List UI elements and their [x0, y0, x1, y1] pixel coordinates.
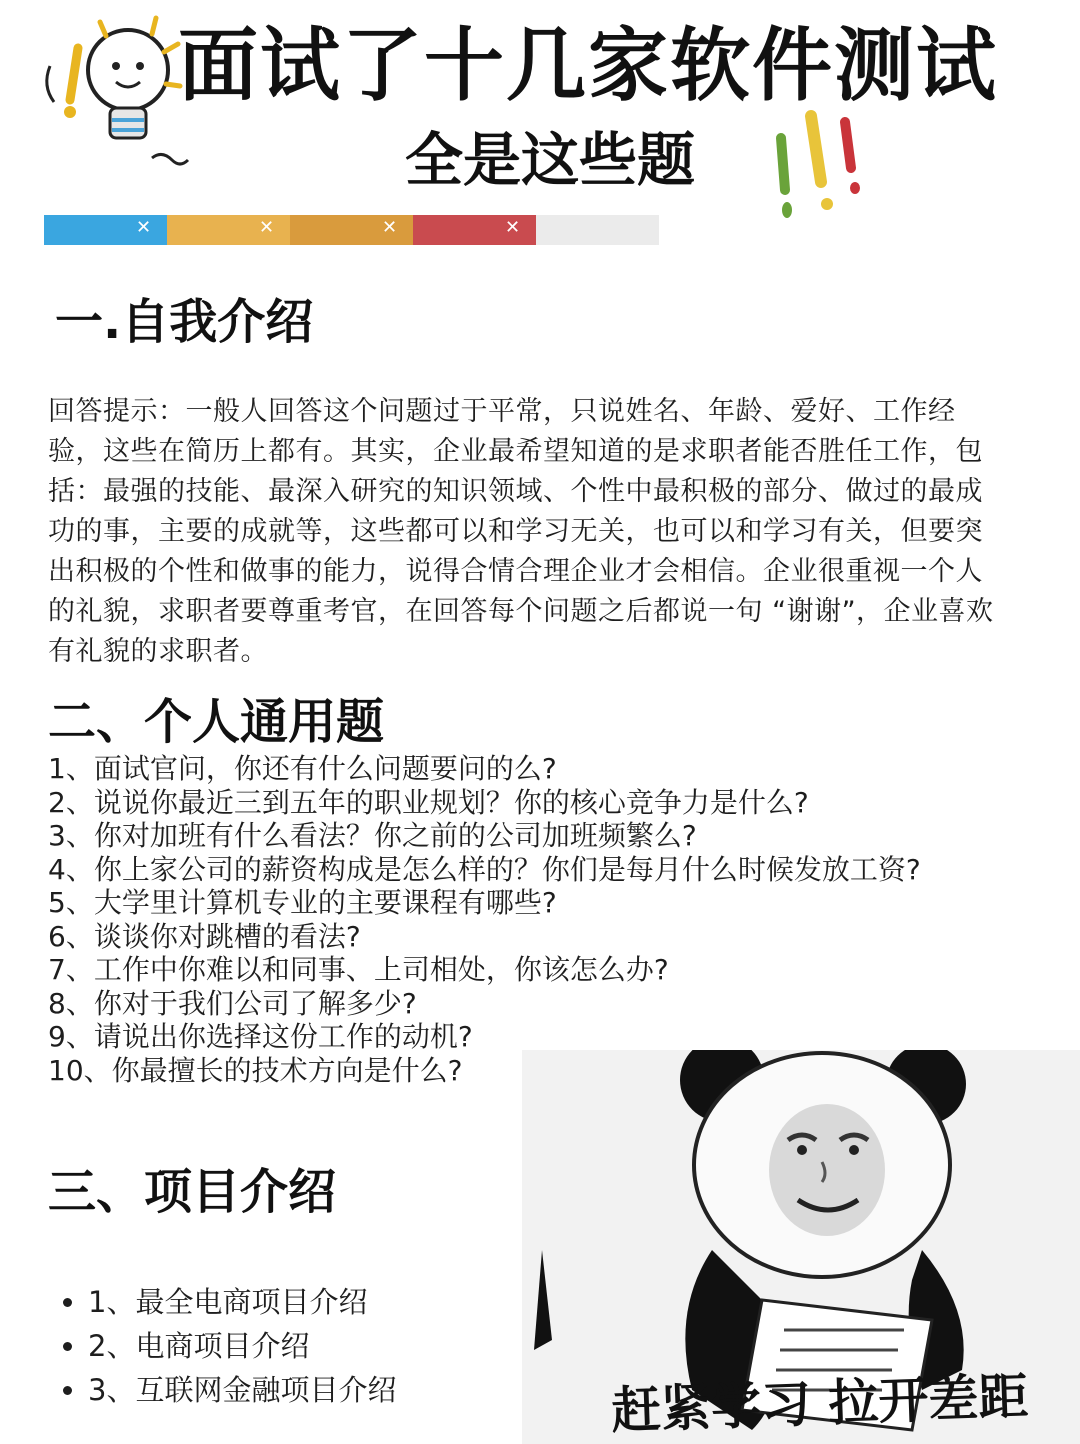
list-item: 8、你对于我们公司了解多少?	[48, 986, 417, 1020]
list-item: 2、说说你最近三到五年的职业规划？你的核心竞争力是什么?	[48, 785, 809, 819]
page-subtitle: 全是这些题	[405, 126, 696, 194]
list-item: 6、谈谈你对跳槽的看法?	[48, 919, 361, 953]
meme-caption: 赶紧学习 拉开差距	[610, 1367, 1030, 1440]
color-bar-segment	[536, 215, 659, 245]
color-bar-segment	[167, 215, 290, 245]
exclamation-marks-icon	[765, 108, 865, 228]
list-item: 10、你最擅长的技术方向是什么?	[48, 1053, 463, 1087]
list-item: 3、你对加班有什么看法？你之前的公司加班频繁么?	[48, 819, 697, 852]
close-icon: ✕	[382, 217, 398, 238]
list-item: 4、你上家公司的薪资构成是怎么样的？你们是每月什么时候发放工资?	[48, 852, 921, 886]
decorative-color-bar	[44, 215, 659, 245]
section3-heading: 三、项目介绍	[48, 1164, 337, 1220]
close-icon: ✕	[136, 217, 152, 238]
list-item: • 2、电商项目介绍	[88, 1324, 396, 1368]
list-item: 5、大学里计算机专业的主要课程有哪些?	[48, 886, 557, 919]
section1-paragraph: 回答提示：一般人回答这个问题过于平常，只说姓名、年龄、爱好、工作经验，这些在简历上都有。其实，企业最希望知道的是求职者能否胜任工作，包括：最强的技能、最深入研究的知识领域、个性中最积极的部分、做过的最成功的事，主要的成就等，这些都可以和学习无关，也可以和学习有关，但要突出积极的个性和做事的能力，说得合情合理企业才会相信。企业很重视一个人的礼貌，求职者要尊重考官，在回答每个问题之后都说一句 “谢谢”，企业喜欢有礼貌的求职者。	[48, 396, 994, 667]
section1-heading: 一.自我介绍	[55, 294, 314, 350]
color-bar-segment	[413, 215, 536, 245]
section2-question-list	[48, 752, 921, 1087]
page-title: 面试了十几家软件测试	[178, 19, 998, 112]
list-item: 1、面试官问，你还有什么问题要问的么?	[48, 752, 557, 785]
section2-heading: 二、个人通用题	[48, 694, 385, 750]
close-icon: ✕	[505, 217, 521, 238]
list-item: • 3、互联网金融项目介绍	[88, 1368, 396, 1412]
close-icon: ✕	[259, 217, 275, 238]
list-item: 9、请说出你选择这份工作的动机?	[48, 1020, 473, 1053]
list-item: • 1、最全电商项目介绍	[88, 1280, 396, 1324]
color-bar-segment	[290, 215, 413, 245]
list-item: 7、工作中你难以和同事、上司相处，你该怎么办?	[48, 953, 669, 986]
lightbulb-icon	[30, 8, 190, 183]
section3-project-list	[48, 1280, 396, 1412]
color-bar-segment	[44, 215, 167, 245]
